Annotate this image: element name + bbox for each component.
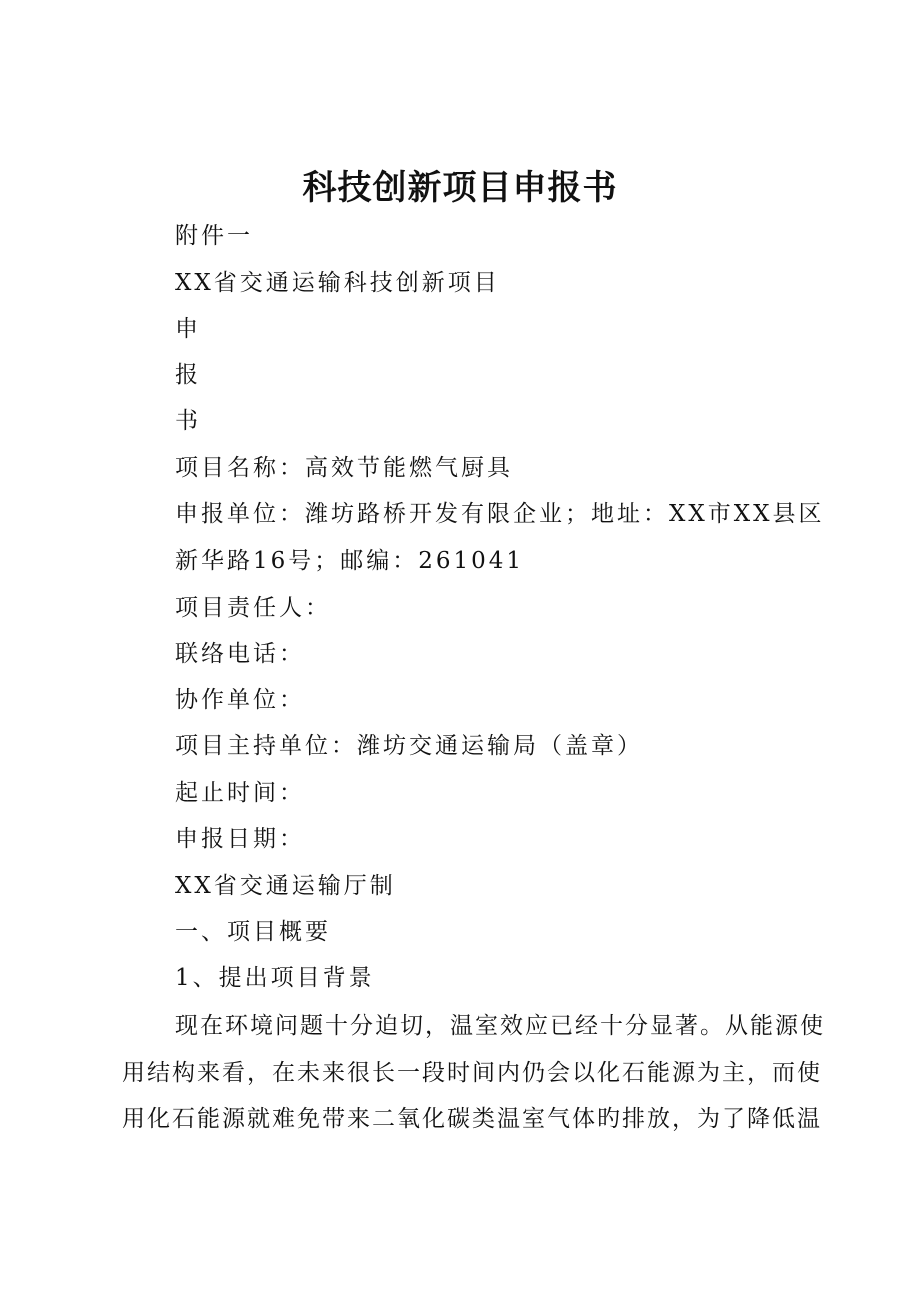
subsection-heading: 1、提出项目背景 — [175, 965, 375, 991]
vertical-char-3: 书 — [175, 408, 201, 434]
section-heading: 一、项目概要 — [175, 919, 331, 945]
applicant-line-2: 新华路16号；邮编：261041 — [175, 548, 525, 574]
project-type: XX省交通运输科技创新项目 — [175, 270, 500, 296]
vertical-char-2: 报 — [175, 362, 201, 388]
host-unit: 项目主持单位：潍坊交通运输局（盖章） — [175, 733, 643, 759]
partner-unit: 协作单位： — [175, 687, 305, 713]
contact-phone: 联络电话： — [175, 641, 305, 667]
project-name: 项目名称：高效节能燃气厨具 — [175, 455, 513, 481]
vertical-char-1: 申 — [175, 316, 201, 342]
application-date: 申报日期： — [175, 826, 305, 852]
attachment-label: 附件一 — [175, 223, 253, 249]
paragraph-line-1: 现在环境问题十分迫切，温室效应已经十分显著。从能源使 — [175, 1013, 825, 1039]
period: 起止时间： — [175, 780, 305, 806]
issuing-authority: XX省交通运输厅制 — [175, 873, 396, 899]
document-title: 科技创新项目申报书 — [302, 168, 618, 208]
paragraph-line-3: 用化石能源就难免带来二氧化碳类温室气体旳排放，为了降低温 — [122, 1106, 822, 1132]
applicant-line-1: 申报单位：潍坊路桥开发有限企业；地址：XX市XX县区 — [175, 501, 825, 527]
project-leader: 项目责任人： — [175, 595, 331, 621]
paragraph-line-2: 用结构来看，在未来很长一段时间内仍会以化石能源为主，而使 — [122, 1060, 822, 1086]
